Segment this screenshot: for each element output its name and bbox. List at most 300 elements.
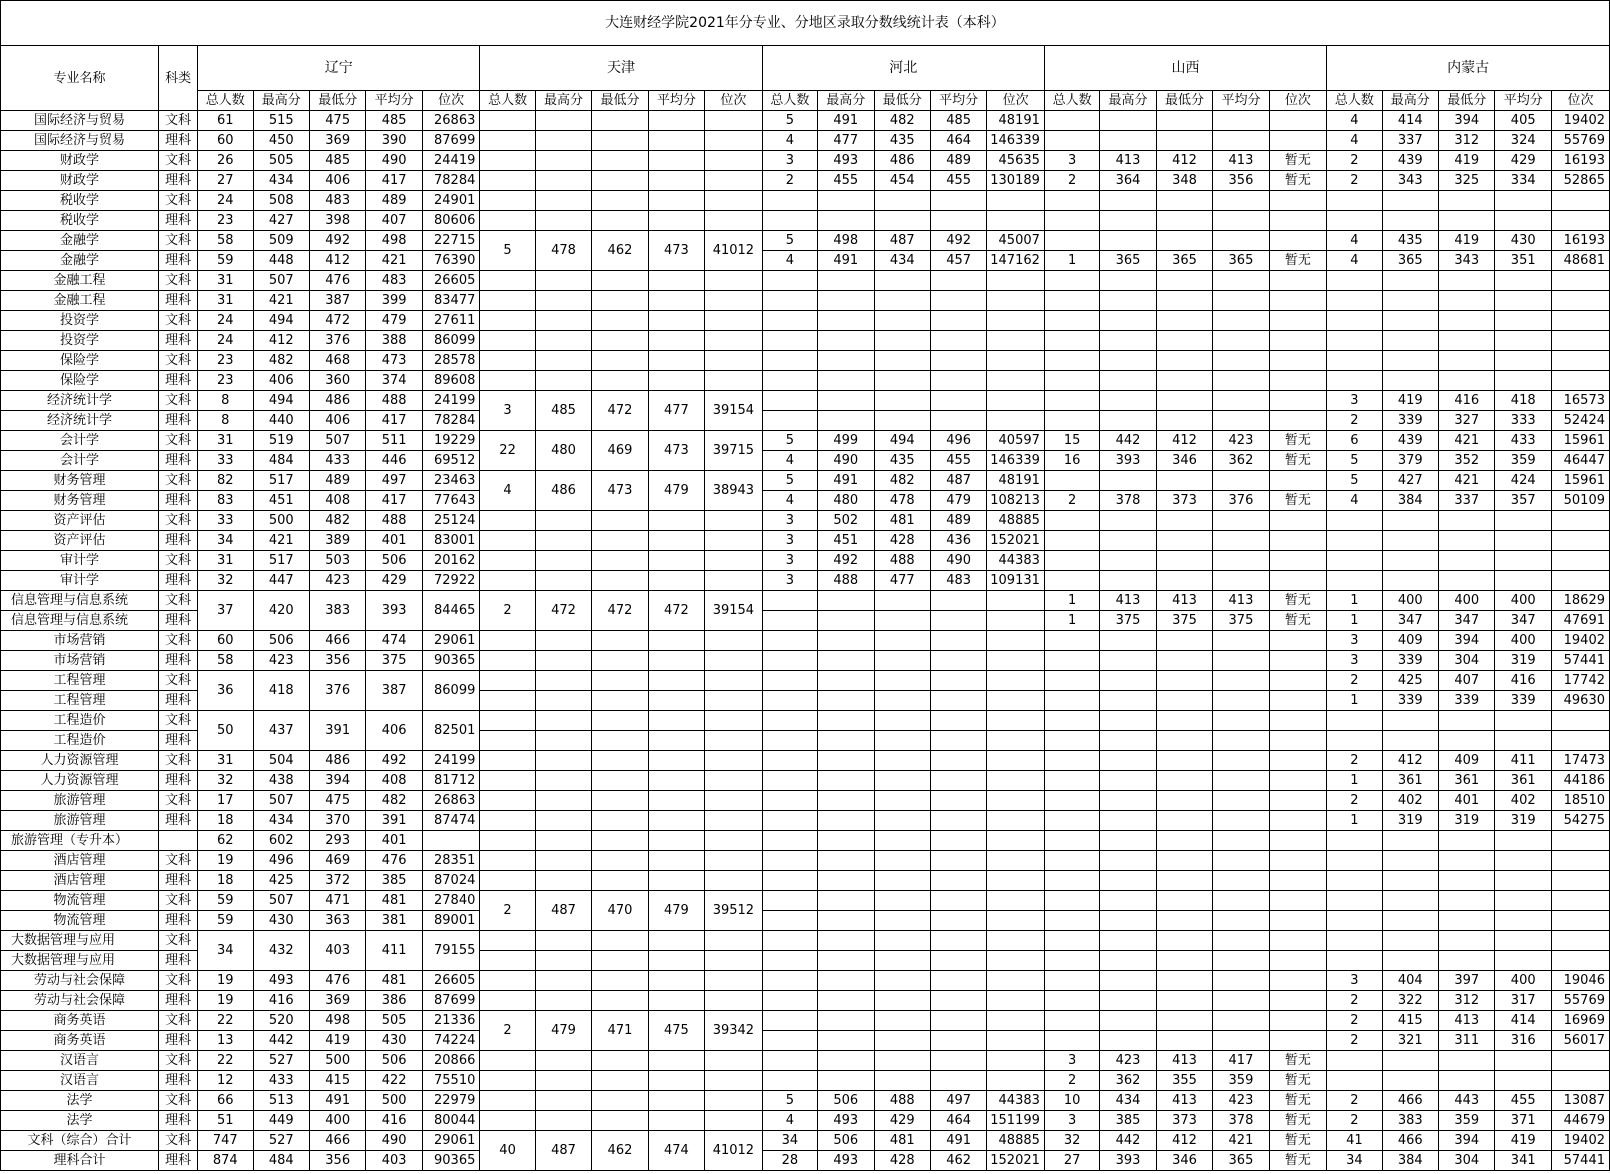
neimenggu-total-count-cell: 41	[1327, 1131, 1382, 1151]
shanxi-max-score-cell	[1100, 271, 1156, 291]
liaoning-max-score-cell: 509	[253, 231, 309, 251]
neimenggu-min-score-cell	[1439, 351, 1495, 371]
tianjin-rank-cell: 39154	[705, 591, 762, 631]
tianjin-max-score-cell	[535, 1091, 591, 1111]
shanxi-rank-cell	[1269, 131, 1326, 151]
shanxi-rank-cell	[1269, 531, 1326, 551]
tianjin-min-score-cell: 470	[592, 891, 648, 931]
table-row	[1, 631, 1610, 651]
hebei-avg-score-cell: 479	[930, 491, 986, 511]
hebei-avg-score-cell: 492	[930, 231, 986, 251]
shanxi-rank-cell: 暂无	[1269, 1071, 1326, 1091]
liaoning-total-count-cell: 31	[198, 551, 253, 571]
shanxi-max-score-cell	[1100, 671, 1156, 691]
liaoning-avg-score-cell: 500	[366, 1091, 422, 1111]
neimenggu-rank-cell: 47691	[1551, 611, 1609, 631]
shanxi-rank-cell: 暂无	[1269, 1051, 1326, 1071]
major-name-cell: 财务管理	[1, 491, 159, 511]
liaoning-min-score-cell: 491	[309, 1091, 365, 1111]
table-row	[1, 131, 1610, 151]
hebei-max-score-cell: 491	[818, 111, 874, 131]
neimenggu-rank-cell: 46447	[1551, 451, 1609, 471]
shanxi-rank-cell	[1269, 651, 1326, 671]
tianjin-rank-cell	[705, 171, 762, 191]
liaoning-min-score-cell: 356	[309, 651, 365, 671]
shanxi-min-score-cell	[1156, 191, 1212, 211]
liaoning-rank-cell: 26605	[422, 971, 479, 991]
neimenggu-max-score-cell: 400	[1382, 591, 1438, 611]
liaoning-avg-score-cell: 505	[366, 1011, 422, 1031]
neimenggu-max-score-cell: 384	[1382, 1151, 1438, 1171]
neimenggu-min-score-cell: 407	[1439, 671, 1495, 691]
liaoning-rank-cell	[422, 831, 479, 851]
neimenggu-max-score-cell	[1382, 551, 1438, 571]
shanxi-rank-cell: 暂无	[1269, 151, 1326, 171]
liaoning-max-score-cell: 517	[253, 471, 309, 491]
category-cell: 文科	[159, 191, 198, 211]
table-row	[1, 1071, 1610, 1091]
liaoning-rank-cell: 28578	[422, 351, 479, 371]
hebei-min-score-cell	[874, 291, 930, 311]
hebei-max-score-cell	[818, 671, 874, 691]
major-name-cell: 商务英语	[1, 1011, 159, 1031]
shanxi-total-count-cell	[1044, 711, 1099, 731]
neimenggu-rank-cell	[1551, 531, 1609, 551]
tianjin-avg-score-cell	[648, 331, 704, 351]
table-row	[1, 1011, 1610, 1031]
major-name-cell: 旅游管理	[1, 791, 159, 811]
liaoning-rank-cell: 69512	[422, 451, 479, 471]
liaoning-avg-score-cell: 490	[366, 151, 422, 171]
hebei-avg-score-cell	[930, 691, 986, 711]
neimenggu-max-score-cell: 337	[1382, 131, 1438, 151]
shanxi-total-count-cell	[1044, 231, 1099, 251]
tianjin-total-count-cell	[480, 651, 535, 671]
liaoning-total-count-cell: 58	[198, 231, 253, 251]
table-row	[1, 791, 1610, 811]
liaoning-rank-cell: 27611	[422, 311, 479, 331]
hebei-max-score-cell	[818, 211, 874, 231]
hebei-rank-cell: 45635	[987, 151, 1044, 171]
hebei-avg-score-cell: 496	[930, 431, 986, 451]
hebei-max-score-cell	[818, 711, 874, 731]
hebei-min-score-cell	[874, 1031, 930, 1051]
hebei-max-score-cell	[818, 811, 874, 831]
shanxi-avg-score-cell	[1213, 411, 1269, 431]
shanxi-max-score-cell	[1100, 211, 1156, 231]
neimenggu-max-score-cell: 361	[1382, 771, 1438, 791]
shanxi-rank-cell	[1269, 711, 1326, 731]
liaoning-min-score-cell: 360	[309, 371, 365, 391]
hebei-rank-cell	[987, 1011, 1044, 1031]
liaoning-total-count-cell: 51	[198, 1111, 253, 1131]
shanxi-rank-cell: 暂无	[1269, 251, 1326, 271]
neimenggu-min-score-cell	[1439, 571, 1495, 591]
tianjin-max-score-cell	[535, 811, 591, 831]
neimenggu-rank-cell: 57441	[1551, 1151, 1609, 1171]
neimenggu-avg-score-cell	[1495, 851, 1551, 871]
tianjin-min-score-cell: 462	[592, 231, 648, 271]
hebei-rank-cell: 109131	[987, 571, 1044, 591]
hebei-avg-score-cell: 491	[930, 1131, 986, 1151]
hebei-min-score-cell	[874, 651, 930, 671]
liaoning-max-score-cell: 515	[253, 111, 309, 131]
tianjin-rank-cell	[705, 691, 762, 711]
neimenggu-max-score-cell: 414	[1382, 111, 1438, 131]
neimenggu-rank-cell: 55769	[1551, 991, 1609, 1011]
tianjin-total-count-cell: 3	[480, 391, 535, 431]
neimenggu-rank-cell: 52865	[1551, 171, 1609, 191]
neimenggu-rank-cell: 17742	[1551, 671, 1609, 691]
liaoning-min-score-cell: 391	[309, 711, 365, 751]
neimenggu-min-score-cell: 359	[1439, 1111, 1495, 1131]
shanxi-rank-cell	[1269, 971, 1326, 991]
neimenggu-max-score-cell	[1382, 371, 1438, 391]
hebei-total-count-cell	[762, 411, 817, 431]
liaoning-rank-cell: 86099	[422, 331, 479, 351]
tianjin-avg-score-cell	[648, 871, 704, 891]
hebei-rank-cell: 146339	[987, 451, 1044, 471]
hebei-max-score-cell	[818, 1031, 874, 1051]
tianjin-total-count-cell: 2	[480, 591, 535, 631]
tianjin-total-count-cell	[480, 631, 535, 651]
shanxi-avg-score-cell	[1213, 471, 1269, 491]
neimenggu-rank-cell: 19402	[1551, 631, 1609, 651]
shanxi-avg-score-cell	[1213, 931, 1269, 951]
category-cell: 理科	[159, 811, 198, 831]
subheader-tianjin-max-score: 最高分	[535, 91, 591, 111]
liaoning-total-count-cell: 31	[198, 291, 253, 311]
major-name-cell: 市场营销	[1, 651, 159, 671]
tianjin-max-score-cell	[535, 951, 591, 971]
tianjin-avg-score-cell	[648, 751, 704, 771]
tianjin-rank-cell: 39342	[705, 1011, 762, 1051]
shanxi-max-score-cell: 393	[1100, 1151, 1156, 1171]
shanxi-avg-score-cell: 413	[1213, 151, 1269, 171]
hebei-total-count-cell	[762, 791, 817, 811]
liaoning-max-score-cell: 527	[253, 1131, 309, 1151]
shanxi-avg-score-cell	[1213, 291, 1269, 311]
tianjin-rank-cell	[705, 1051, 762, 1071]
table-row	[1, 771, 1610, 791]
liaoning-max-score-cell: 482	[253, 351, 309, 371]
neimenggu-max-score-cell: 383	[1382, 1111, 1438, 1131]
tianjin-avg-score-cell	[648, 831, 704, 851]
neimenggu-max-score-cell: 319	[1382, 811, 1438, 831]
neimenggu-avg-score-cell: 400	[1495, 971, 1551, 991]
liaoning-max-score-cell: 447	[253, 571, 309, 591]
neimenggu-total-count-cell: 5	[1327, 451, 1382, 471]
shanxi-avg-score-cell	[1213, 651, 1269, 671]
hebei-total-count-cell	[762, 631, 817, 651]
neimenggu-rank-cell: 16193	[1551, 231, 1609, 251]
tianjin-avg-score-cell	[648, 551, 704, 571]
table-row	[1, 671, 1610, 691]
neimenggu-total-count-cell: 4	[1327, 131, 1382, 151]
subheader-neimenggu-rank: 位次	[1551, 91, 1609, 111]
shanxi-max-score-cell	[1100, 191, 1156, 211]
tianjin-min-score-cell	[592, 571, 648, 591]
shanxi-rank-cell	[1269, 1011, 1326, 1031]
liaoning-avg-score-cell: 417	[366, 171, 422, 191]
hebei-rank-cell: 152021	[987, 531, 1044, 551]
category-cell: 理科	[159, 1111, 198, 1131]
liaoning-total-count-cell: 33	[198, 511, 253, 531]
table-row	[1, 191, 1610, 211]
hebei-max-score-cell	[818, 771, 874, 791]
liaoning-avg-score-cell: 511	[366, 431, 422, 451]
tianjin-max-score-cell	[535, 111, 591, 131]
hebei-min-score-cell: 454	[874, 171, 930, 191]
neimenggu-rank-cell	[1551, 311, 1609, 331]
shanxi-avg-score-cell: 356	[1213, 171, 1269, 191]
hebei-avg-score-cell: 436	[930, 531, 986, 551]
tianjin-total-count-cell	[480, 311, 535, 331]
shanxi-rank-cell	[1269, 951, 1326, 971]
liaoning-max-score-cell: 430	[253, 911, 309, 931]
subheader-shanxi-min-score: 最低分	[1156, 91, 1212, 111]
shanxi-max-score-cell: 385	[1100, 1111, 1156, 1131]
hebei-avg-score-cell: 464	[930, 131, 986, 151]
liaoning-rank-cell: 22979	[422, 1091, 479, 1111]
liaoning-rank-cell: 24419	[422, 151, 479, 171]
shanxi-rank-cell	[1269, 851, 1326, 871]
hebei-avg-score-cell	[930, 991, 986, 1011]
shanxi-rank-cell: 暂无	[1269, 1131, 1326, 1151]
tianjin-max-score-cell	[535, 331, 591, 351]
table-row	[1, 111, 1610, 131]
neimenggu-avg-score-cell	[1495, 351, 1551, 371]
neimenggu-rank-cell	[1551, 291, 1609, 311]
tianjin-total-count-cell	[480, 111, 535, 131]
shanxi-max-score-cell	[1100, 571, 1156, 591]
neimenggu-max-score-cell: 466	[1382, 1131, 1438, 1151]
liaoning-max-score-cell: 450	[253, 131, 309, 151]
tianjin-min-score-cell	[592, 551, 648, 571]
liaoning-min-score-cell: 492	[309, 231, 365, 251]
subheader-tianjin-min-score: 最低分	[592, 91, 648, 111]
major-name-cell: 工程造价	[1, 711, 159, 731]
neimenggu-max-score-cell	[1382, 731, 1438, 751]
liaoning-min-score-cell: 476	[309, 271, 365, 291]
liaoning-avg-score-cell: 387	[366, 671, 422, 711]
neimenggu-avg-score-cell: 333	[1495, 411, 1551, 431]
hebei-total-count-cell: 3	[762, 151, 817, 171]
subheader-hebei-total-count: 总人数	[762, 91, 817, 111]
neimenggu-avg-score-cell	[1495, 871, 1551, 891]
shanxi-max-score-cell	[1100, 911, 1156, 931]
liaoning-total-count-cell: 19	[198, 971, 253, 991]
tianjin-total-count-cell: 2	[480, 1011, 535, 1051]
shanxi-total-count-cell	[1044, 391, 1099, 411]
hebei-min-score-cell: 487	[874, 231, 930, 251]
neimenggu-total-count-cell	[1327, 951, 1382, 971]
tianjin-min-score-cell	[592, 691, 648, 711]
tianjin-min-score-cell	[592, 271, 648, 291]
neimenggu-avg-score-cell: 324	[1495, 131, 1551, 151]
neimenggu-max-score-cell	[1382, 951, 1438, 971]
neimenggu-total-count-cell	[1327, 211, 1382, 231]
tianjin-max-score-cell	[535, 311, 591, 331]
shanxi-total-count-cell	[1044, 991, 1099, 1011]
liaoning-max-score-cell: 517	[253, 551, 309, 571]
shanxi-min-score-cell: 355	[1156, 1071, 1212, 1091]
neimenggu-min-score-cell	[1439, 871, 1495, 891]
tianjin-avg-score-cell: 473	[648, 431, 704, 471]
hebei-total-count-cell: 34	[762, 1131, 817, 1151]
hebei-max-score-cell: 451	[818, 531, 874, 551]
shanxi-rank-cell	[1269, 771, 1326, 791]
hebei-avg-score-cell: 455	[930, 451, 986, 471]
liaoning-total-count-cell: 31	[198, 431, 253, 451]
hebei-max-score-cell	[818, 751, 874, 771]
neimenggu-min-score-cell	[1439, 291, 1495, 311]
liaoning-rank-cell: 24901	[422, 191, 479, 211]
shanxi-max-score-cell	[1100, 391, 1156, 411]
neimenggu-max-score-cell: 384	[1382, 491, 1438, 511]
neimenggu-max-score-cell: 404	[1382, 971, 1438, 991]
subheader-neimenggu-avg-score: 平均分	[1495, 91, 1551, 111]
tianjin-avg-score-cell	[648, 511, 704, 531]
tianjin-max-score-cell: 487	[535, 1131, 591, 1171]
shanxi-total-count-cell	[1044, 371, 1099, 391]
liaoning-total-count-cell: 60	[198, 131, 253, 151]
neimenggu-rank-cell	[1551, 1051, 1609, 1071]
tianjin-total-count-cell	[480, 711, 535, 731]
tianjin-rank-cell	[705, 931, 762, 951]
tianjin-total-count-cell	[480, 351, 535, 371]
shanxi-min-score-cell: 412	[1156, 151, 1212, 171]
category-cell: 理科	[159, 611, 198, 631]
neimenggu-max-score-cell	[1382, 311, 1438, 331]
shanxi-total-count-cell	[1044, 831, 1099, 851]
neimenggu-min-score-cell: 401	[1439, 791, 1495, 811]
subheader-shanxi-max-score: 最高分	[1100, 91, 1156, 111]
tianjin-max-score-cell	[535, 171, 591, 191]
shanxi-max-score-cell: 413	[1100, 151, 1156, 171]
neimenggu-rank-cell: 52424	[1551, 411, 1609, 431]
major-name-cell: 工程管理	[1, 691, 159, 711]
tianjin-max-score-cell	[535, 771, 591, 791]
major-name-cell: 投资学	[1, 311, 159, 331]
neimenggu-avg-score-cell: 334	[1495, 171, 1551, 191]
neimenggu-rank-cell: 56017	[1551, 1031, 1609, 1051]
shanxi-max-score-cell	[1100, 951, 1156, 971]
hebei-min-score-cell	[874, 631, 930, 651]
shanxi-rank-cell	[1269, 571, 1326, 591]
category-cell: 理科	[159, 951, 198, 971]
category-cell	[159, 831, 198, 851]
tianjin-rank-cell	[705, 331, 762, 351]
liaoning-total-count-cell: 31	[198, 271, 253, 291]
neimenggu-rank-cell	[1551, 831, 1609, 851]
tianjin-min-score-cell	[592, 351, 648, 371]
liaoning-avg-score-cell: 492	[366, 751, 422, 771]
neimenggu-avg-score-cell: 359	[1495, 451, 1551, 471]
tianjin-total-count-cell	[480, 971, 535, 991]
neimenggu-min-score-cell: 352	[1439, 451, 1495, 471]
hebei-total-count-cell	[762, 391, 817, 411]
liaoning-max-score-cell: 493	[253, 971, 309, 991]
neimenggu-max-score-cell: 339	[1382, 651, 1438, 671]
table-row	[1, 651, 1610, 671]
major-name-cell: 会计学	[1, 431, 159, 451]
tianjin-avg-score-cell	[648, 631, 704, 651]
tianjin-avg-score-cell	[648, 851, 704, 871]
hebei-total-count-cell: 4	[762, 1111, 817, 1131]
hebei-avg-score-cell	[930, 1071, 986, 1091]
liaoning-min-score-cell: 475	[309, 791, 365, 811]
major-name-cell: 保险学	[1, 351, 159, 371]
tianjin-total-count-cell: 22	[480, 431, 535, 471]
hebei-total-count-cell	[762, 931, 817, 951]
liaoning-max-score-cell: 500	[253, 511, 309, 531]
tianjin-max-score-cell	[535, 551, 591, 571]
major-name-cell: 信息管理与信息系统	[1, 611, 159, 631]
shanxi-rank-cell	[1269, 891, 1326, 911]
liaoning-min-score-cell: 406	[309, 411, 365, 431]
neimenggu-rank-cell: 49630	[1551, 691, 1609, 711]
neimenggu-rank-cell: 13087	[1551, 1091, 1609, 1111]
liaoning-rank-cell: 79155	[422, 931, 479, 971]
liaoning-rank-cell: 87474	[422, 811, 479, 831]
hebei-max-score-cell	[818, 391, 874, 411]
hebei-avg-score-cell	[930, 911, 986, 931]
major-name-cell: 劳动与社会保障	[1, 991, 159, 1011]
liaoning-min-score-cell: 498	[309, 1011, 365, 1031]
neimenggu-avg-score-cell: 424	[1495, 471, 1551, 491]
neimenggu-rank-cell	[1551, 911, 1609, 931]
tianjin-max-score-cell	[535, 151, 591, 171]
neimenggu-avg-score-cell	[1495, 311, 1551, 331]
shanxi-total-count-cell	[1044, 891, 1099, 911]
liaoning-max-score-cell: 506	[253, 631, 309, 651]
neimenggu-avg-score-cell	[1495, 331, 1551, 351]
liaoning-min-score-cell: 483	[309, 191, 365, 211]
table-row	[1, 1051, 1610, 1071]
shanxi-avg-score-cell	[1213, 231, 1269, 251]
neimenggu-avg-score-cell: 339	[1495, 691, 1551, 711]
hebei-rank-cell: 44383	[987, 551, 1044, 571]
shanxi-total-count-cell	[1044, 551, 1099, 571]
tianjin-avg-score-cell	[648, 311, 704, 331]
hebei-max-score-cell	[818, 351, 874, 371]
shanxi-avg-score-cell	[1213, 531, 1269, 551]
hebei-avg-score-cell	[930, 311, 986, 331]
shanxi-rank-cell	[1269, 471, 1326, 491]
liaoning-avg-score-cell: 506	[366, 551, 422, 571]
shanxi-total-count-cell: 3	[1044, 1051, 1099, 1071]
tianjin-rank-cell	[705, 291, 762, 311]
shanxi-avg-score-cell	[1213, 671, 1269, 691]
neimenggu-total-count-cell: 4	[1327, 111, 1382, 131]
neimenggu-total-count-cell	[1327, 571, 1382, 591]
shanxi-min-score-cell	[1156, 291, 1212, 311]
hebei-min-score-cell: 494	[874, 431, 930, 451]
shanxi-max-score-cell: 364	[1100, 171, 1156, 191]
neimenggu-max-score-cell	[1382, 331, 1438, 351]
liaoning-max-score-cell: 406	[253, 371, 309, 391]
liaoning-avg-score-cell: 385	[366, 871, 422, 891]
shanxi-min-score-cell: 413	[1156, 1091, 1212, 1111]
hebei-total-count-cell	[762, 751, 817, 771]
hebei-min-score-cell	[874, 211, 930, 231]
hebei-max-score-cell	[818, 371, 874, 391]
shanxi-avg-score-cell	[1213, 311, 1269, 331]
neimenggu-avg-score-cell	[1495, 531, 1551, 551]
table-row	[1, 991, 1610, 1011]
liaoning-max-score-cell: 527	[253, 1051, 309, 1071]
